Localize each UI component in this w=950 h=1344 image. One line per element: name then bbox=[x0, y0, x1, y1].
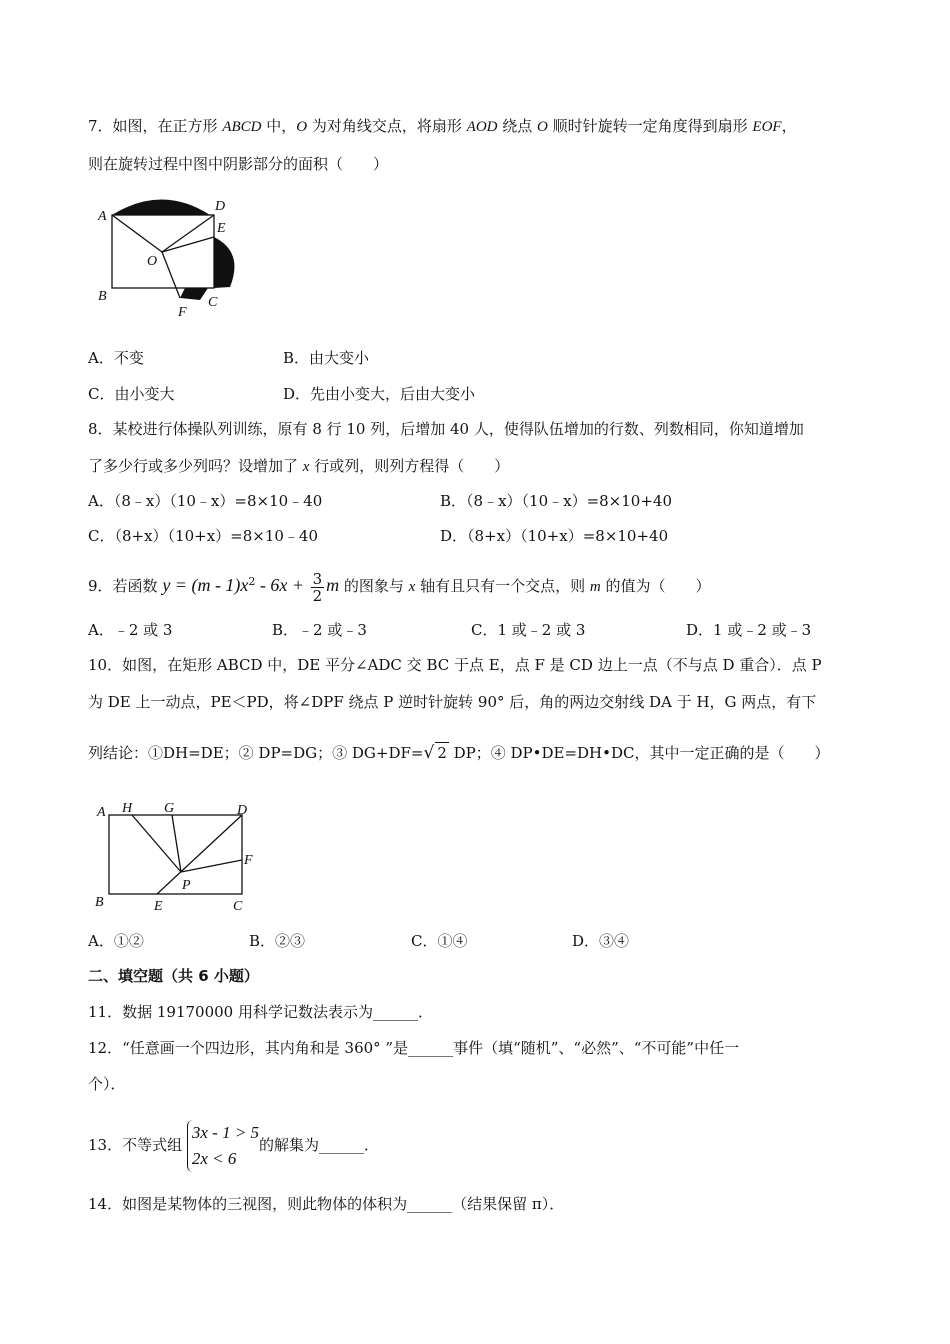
q10-label-b: B bbox=[95, 895, 104, 910]
q7-option-b[interactable]: B．由大变小 bbox=[283, 349, 370, 367]
q7-shade-top bbox=[112, 200, 210, 216]
q10-line1: 10．如图，在矩形 ABCD 中，DE 平分∠ADC 交 BC 于点 E，点 F 是 CD 边上一点（不与点 D 重合）．点 P bbox=[88, 656, 822, 674]
q9-option-c[interactable]: C．1 或﹣2 或 3 bbox=[471, 621, 586, 639]
q7-line1: 7．如图，在正方形 ABCD 中，O 为对角线交点，将扇形 AOD 绕点 O 顺时针旋转一定角度得到扇形 EOF， bbox=[88, 117, 797, 135]
q8-option-b[interactable]: B．（8﹣x）（10﹣x）=8×10+40 bbox=[440, 492, 672, 510]
q10-label-p: P bbox=[182, 878, 191, 893]
q10-label-d: D bbox=[237, 803, 248, 818]
q9-option-d[interactable]: D．1 或﹣2 或﹣3 bbox=[686, 621, 812, 639]
q7-label-b: B bbox=[98, 289, 107, 304]
q7-label-a: A bbox=[98, 209, 107, 224]
q10-label-a: A bbox=[97, 805, 106, 820]
q7-line2: 则在旋转过程中图中阴影部分的面积（ ） bbox=[88, 155, 389, 173]
q8-option-c[interactable]: C．（8+x）（10+x）=8×10﹣40 bbox=[88, 527, 319, 545]
q7-label-e: E bbox=[217, 221, 226, 236]
q10-label-e: E bbox=[154, 899, 163, 914]
q13-line: 13．不等式组 3x - 1 > 5 2x < 6 的解集为______． bbox=[88, 1116, 379, 1174]
q12-line2: 个）． bbox=[88, 1075, 126, 1093]
q8-line2: 了多少行或多少列吗？设增加了 x 行或列，则列方程得（ ） bbox=[88, 457, 510, 475]
q8-option-a[interactable]: A．（8﹣x）（10﹣x）=8×10﹣40 bbox=[88, 492, 323, 510]
q10-sqrt: 2 bbox=[437, 744, 447, 762]
q9-fraction: $\frac{3}{2}$ bbox=[312, 569, 323, 605]
q10-option-d[interactable]: D．③④ bbox=[572, 932, 630, 950]
q7-shade-bottom bbox=[180, 288, 208, 300]
q7-figure bbox=[92, 190, 252, 320]
q10-option-c[interactable]: C．①④ bbox=[411, 932, 468, 950]
q8-option-d[interactable]: D．（8+x）（10+x）=8×10+40 bbox=[440, 527, 669, 545]
q12-line1: 12．“任意画一个四边形，其内角和是 360° ”是______事件（填“随机”、“必然”、“不可能”中任一 bbox=[88, 1039, 740, 1057]
section2-heading: 二、填空题（共 6 小题） bbox=[88, 967, 259, 985]
q10-label-f: F bbox=[244, 853, 253, 868]
q14-line: 14．如图是某物体的三视图，则此物体的体积为______（结果保留 π）． bbox=[88, 1195, 565, 1213]
q7-shade-right bbox=[214, 237, 234, 288]
q7-option-d[interactable]: D．先由小变大，后由大变小 bbox=[283, 385, 476, 403]
q13-brace: 3x - 1 > 5 2x < 6 bbox=[187, 1120, 259, 1172]
q7-label-f: F bbox=[178, 305, 187, 320]
q10-rectangle bbox=[109, 815, 242, 894]
q9-option-a[interactable]: A．﹣2 或 3 bbox=[88, 621, 173, 639]
q7-label-c: C bbox=[208, 295, 218, 310]
q10-option-a[interactable]: A．①② bbox=[88, 932, 144, 950]
q7-label-o: O bbox=[147, 254, 158, 269]
q9-option-b[interactable]: B．﹣2 或﹣3 bbox=[272, 621, 367, 639]
q7-option-c[interactable]: C．由小变大 bbox=[88, 385, 175, 403]
q7-label-d: D bbox=[215, 199, 226, 214]
q10-label-c: C bbox=[233, 899, 243, 914]
q10-line2: 为 DE 上一动点，PE＜PD，将∠DPF 绕点 P 逆时针旋转 90° 后，角的两边交射线 DA 于 H，G 两点，有下 bbox=[88, 693, 817, 711]
q10-figure bbox=[92, 800, 262, 918]
q10-label-g: G bbox=[164, 801, 175, 816]
q10-label-h: H bbox=[122, 801, 133, 816]
q10-option-b[interactable]: B．②③ bbox=[249, 932, 306, 950]
q11-line: 11．数据 19170000 用科学记数法表示为______． bbox=[88, 1003, 433, 1021]
q10-line3: 列结论：①DH=DE；② DP=DG；③ DG+DF=√ 2 DP；④ DP•DE=DH•DC，其中一定正确的是（ ） bbox=[88, 743, 830, 763]
q9-formula-a: y = (m - 1)x bbox=[162, 575, 249, 595]
q8-line1: 8．某校进行体操队列训练，原有 8 行 10 列，后增加 40 人，使得队伍增加的行数、列数相同，你知道增加 bbox=[88, 420, 804, 438]
q9-line: 9．若函数 $y = (m - 1)x^2 - 6x$ + $\frac{3}{2}$ m 的图象与 x 轴有且只有一个交点，则 m 的值为（ ） bbox=[88, 569, 711, 605]
q7-option-a[interactable]: A．不变 bbox=[88, 349, 144, 367]
